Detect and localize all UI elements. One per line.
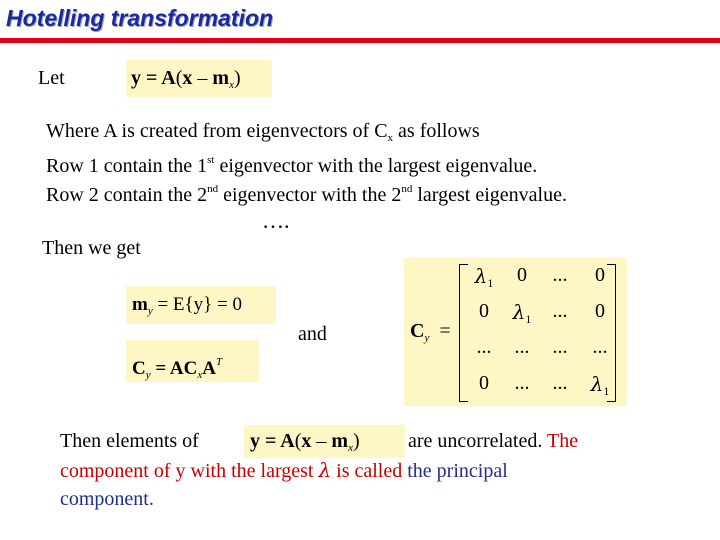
- conclusion-line3: component.: [60, 488, 154, 510]
- lambda-symbol: λ: [590, 372, 604, 396]
- eq-my-rest: = E{y} = 0: [152, 294, 242, 315]
- eq-close: ): [233, 67, 241, 89]
- eq-A: A: [161, 67, 176, 89]
- eq-cy-sub: y: [145, 369, 151, 381]
- eq-sub: x: [229, 79, 234, 91]
- matrix-cell-r1-c3: ...: [552, 264, 568, 286]
- row1-sup: st: [207, 154, 215, 166]
- eq-my-sub: y: [147, 305, 153, 317]
- eq-y: y: [131, 67, 141, 89]
- row2-mid: eigenvector with the 2: [218, 184, 402, 206]
- eq2-y: y: [250, 430, 260, 452]
- equation-covariance: [126, 340, 259, 382]
- row2-line: [46, 175, 567, 210]
- equation-transform: [126, 60, 272, 97]
- eq2-x: x: [301, 430, 312, 452]
- conclusion-line2-c: the principal: [402, 460, 508, 482]
- where-sub: x: [387, 132, 394, 144]
- matrix-cell-r1-c2: 0: [517, 264, 527, 286]
- matrix-eq: =: [439, 320, 451, 342]
- lambda-index: 1: [487, 276, 494, 290]
- row1-post: eigenvector with the largest eigenvalue.: [214, 155, 538, 177]
- eq-cy-eq: =: [150, 358, 170, 379]
- row2-pre: Row 2 contain the 2: [46, 184, 208, 206]
- matrix-lhs: [410, 320, 451, 344]
- lambda-index: 1: [525, 312, 532, 326]
- conclusion-line2-b: is called: [331, 460, 403, 482]
- eq2-m: m: [331, 430, 349, 452]
- matrix-cell-r3-c1: ...: [476, 336, 492, 358]
- eq-m: m: [212, 67, 230, 89]
- slide-title: Hotelling transformation: [6, 5, 274, 31]
- row2-sup2: nd: [401, 183, 413, 195]
- eq-x: x: [182, 67, 193, 89]
- matrix-cell-r2-c1: 0: [479, 300, 489, 322]
- matrix-cell-r2-c3: ...: [552, 300, 568, 322]
- conclusion-line1: [408, 427, 578, 456]
- matrix-cell-r4-c4: [582, 372, 618, 399]
- eq2-minus: –: [311, 430, 332, 452]
- eq-cy-C: C: [132, 358, 146, 379]
- eq-open: (: [175, 67, 183, 89]
- conclusion-pre: Then elements of: [60, 430, 199, 452]
- let-label: Let: [38, 67, 65, 89]
- lambda-symbol: λ: [512, 300, 526, 324]
- eq-cy-sub2: x: [197, 369, 203, 381]
- eq2-sub: x: [348, 442, 353, 454]
- title-underline: [0, 38, 720, 43]
- where-pre: Where A is created from eigenvectors of C: [46, 120, 388, 142]
- eq-equals: =: [141, 67, 162, 89]
- row2-post: largest eigenvalue.: [412, 184, 567, 206]
- and-label: and: [298, 323, 327, 345]
- row2-sup: nd: [207, 183, 219, 195]
- where-post: as follows: [393, 120, 480, 142]
- matrix-cell-r4-c2: ...: [514, 372, 530, 394]
- conclusion-post: are uncorrelated.: [408, 430, 543, 452]
- eq2-close: ): [352, 430, 360, 452]
- eq-cy-A2: A: [202, 358, 216, 379]
- eq-my-m: m: [132, 294, 148, 315]
- conclusion-the: The: [542, 430, 579, 452]
- eq-cy-AC: AC: [169, 358, 198, 379]
- conclusion-line2: [60, 456, 508, 486]
- continuation-dots: ….: [262, 208, 290, 233]
- matrix-lhs-sub: y: [424, 332, 430, 344]
- matrix-cell-r1-c4: 0: [595, 264, 605, 286]
- eq2-open: (: [294, 430, 302, 452]
- eq-minus: –: [192, 67, 213, 89]
- matrix-cell-r2-c2: [504, 300, 540, 327]
- matrix-cell-r1-c1: [466, 264, 502, 291]
- equation-mean: [126, 286, 276, 324]
- matrix-cell-r3-c3: ...: [552, 336, 568, 358]
- equation-transform-repeat: [244, 425, 405, 458]
- matrix-lhs-C: C: [410, 320, 425, 342]
- eq2-equals: =: [260, 430, 281, 452]
- matrix-cell-r4-c1: 0: [479, 372, 489, 394]
- lambda-symbol: λ: [474, 264, 488, 288]
- then-we-get: Then we get: [42, 237, 141, 259]
- lambda-symbol: λ: [318, 458, 332, 482]
- lambda-index: 1: [603, 384, 610, 398]
- conclusion-line2-a: component of y with the largest: [60, 460, 319, 482]
- row1-pre: Row 1 contain the 1: [46, 155, 208, 177]
- matrix-cell-r3-c2: ...: [514, 336, 530, 358]
- matrix-cell-r4-c3: ...: [552, 372, 568, 394]
- eq-cy-sup: T: [215, 356, 223, 368]
- eq2-A: A: [280, 430, 295, 452]
- matrix-cell-r2-c4: 0: [595, 300, 605, 322]
- matrix-cell-r3-c4: ...: [592, 336, 608, 358]
